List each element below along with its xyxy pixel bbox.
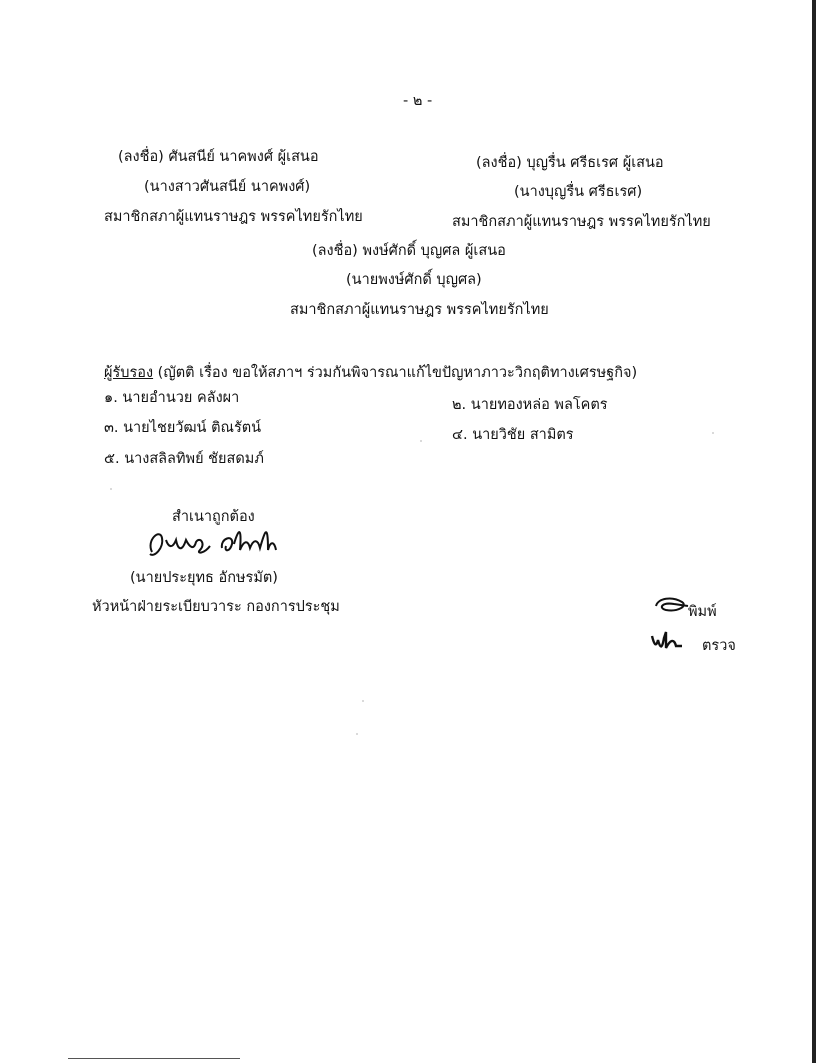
right-signatory-name: (นางบุญรื่น ศรีธเรศ) — [514, 184, 643, 200]
scan-speck — [110, 488, 112, 490]
handwritten-signature — [138, 510, 288, 570]
checker-initials — [648, 628, 688, 654]
endorser-1: ๑. นายอำนวย คลังผา — [104, 390, 240, 406]
typed-mark: พิมพ์ — [688, 604, 717, 620]
certifier-position: หัวหน้าฝ่ายระเบียบวาระ กองการประชุม — [92, 599, 340, 615]
center-signatory-position: สมาชิกสภาผู้แทนราษฎร พรรคไทยรักไทย — [290, 302, 549, 318]
center-signatory-sign: (ลงชื่อ) พงษ์ศักดิ์ บุญศล ผู้เสนอ — [312, 243, 506, 259]
endorser-4: ๔. นายวิชัย สามิตร — [452, 427, 574, 443]
scan-speck — [712, 432, 714, 434]
scan-speck — [356, 733, 358, 735]
scan-speck — [420, 440, 422, 442]
certifier-name: (นายประยุทธ อักษรมัต) — [130, 570, 278, 586]
endorser-5: ๕. นางสลิลทิพย์ ชัยสดมภ์ — [104, 451, 264, 467]
center-signatory-name: (นายพงษ์ศักดิ์ บุญศล) — [346, 272, 482, 288]
footnote-rule — [68, 1058, 240, 1059]
left-signatory-sign: (ลงชื่อ) ศันสนีย์ นาคพงศ์ ผู้เสนอ — [118, 149, 319, 165]
right-signatory-position: สมาชิกสภาผู้แทนราษฎร พรรคไทยรักไทย — [452, 214, 711, 230]
endorsement-line — [104, 364, 637, 382]
checked-mark: ตรวจ — [702, 638, 736, 654]
endorsement-heading: ผู้รับรอง — [104, 365, 154, 381]
endorsement-motion: (ญัตติ เรื่อง ขอให้สภาฯ ร่วมกันพิจารณาแก้ไขปัญหาภาวะวิกฤติทางเศรษฐกิจ) — [153, 365, 638, 381]
endorser-2: ๒. นายทองหล่อ พลโคตร — [452, 397, 608, 413]
typist-initials — [652, 594, 692, 616]
page-number: - ๒ - — [403, 93, 433, 109]
right-signatory-sign: (ลงชื่อ) บุญรื่น ศรีธเรศ ผู้เสนอ — [476, 155, 664, 171]
left-signatory-position: สมาชิกสภาผู้แทนราษฎร พรรคไทยรักไทย — [104, 209, 363, 225]
left-signatory-name: (นางสาวศันสนีย์ นาคพงศ์) — [144, 179, 311, 195]
certification-label: สำเนาถูกต้อง — [172, 509, 255, 525]
scan-edge — [812, 0, 816, 1063]
endorser-3: ๓. นายไชยวัฒน์ ติณรัตน์ — [104, 420, 262, 436]
scan-speck — [362, 700, 364, 702]
